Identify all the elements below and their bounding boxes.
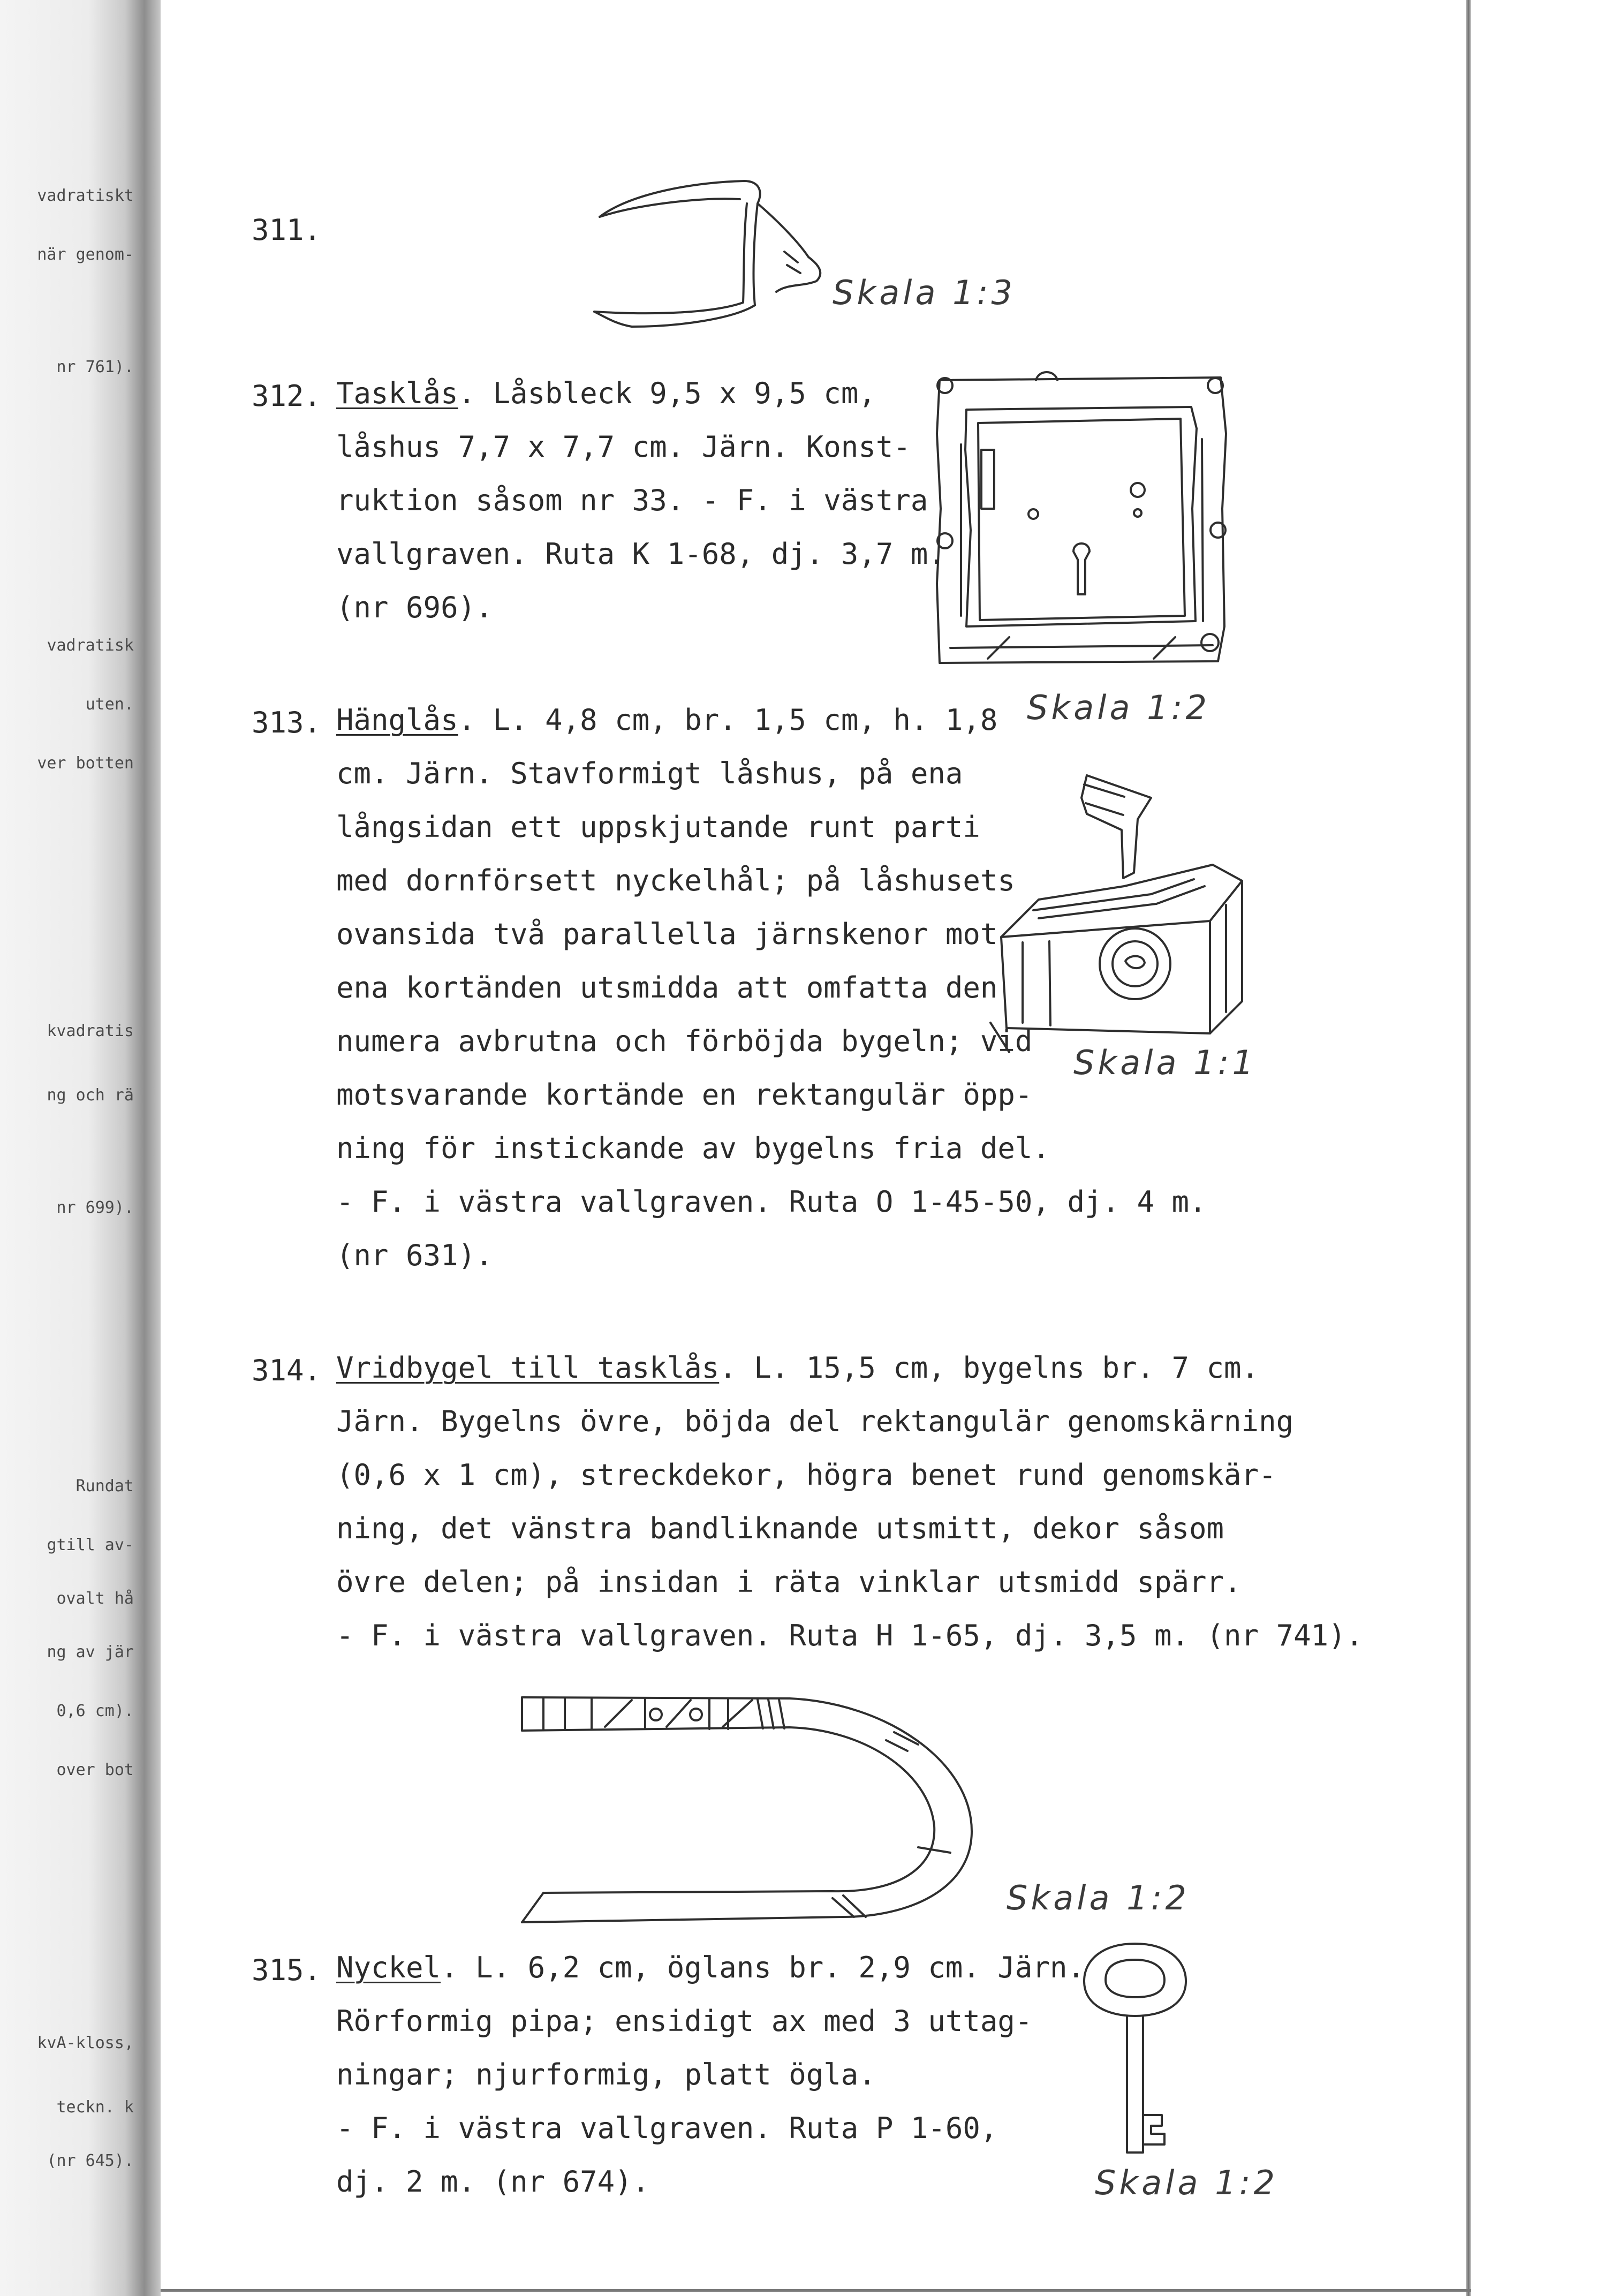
entry-heading-313 xyxy=(336,703,998,737)
entry-line-314: Järn. Bygelns övre, böjda del rektangulär genomskärning xyxy=(336,1404,1294,1438)
entry-line-313: ning för instickande av bygelns fria del. xyxy=(336,1131,1050,1165)
scale-label-314: Skala 1:2 xyxy=(1007,1878,1190,1917)
gutter-text: vadratisk xyxy=(47,636,134,655)
entry-line-314: övre delen; på insidan i räta vinklar utsmidd spärr. xyxy=(336,1565,1242,1599)
entry-title-314: Vridbygel till tasklås xyxy=(336,1351,720,1385)
entry-line-314: (0,6 x 1 cm), streckdekor, högra benet rund genomskär- xyxy=(336,1458,1276,1492)
entry-line-313: långsidan ett uppskjutande runt parti xyxy=(336,810,980,844)
gutter-text: teckn. k xyxy=(56,2098,134,2117)
gutter-text: uten. xyxy=(85,695,134,714)
entry-title-312: Tasklås xyxy=(336,376,458,410)
padlock-drawing xyxy=(990,766,1247,1066)
entry-line-312: ruktion såsom nr 33. - F. i västra xyxy=(336,484,928,517)
scale-label-315: Skala 1:2 xyxy=(1095,2163,1278,2202)
entry-heading-315 xyxy=(336,1953,1085,1982)
entry-title-313: Hänglås xyxy=(336,703,458,737)
entry-number-313: 313. xyxy=(252,706,322,739)
entry-line-313: (nr 631). xyxy=(336,1238,493,1272)
gutter-text: over bot xyxy=(56,1761,134,1779)
scan-gutter xyxy=(0,0,161,2296)
page-bottom-edge xyxy=(161,2289,1471,2292)
entry-heading-text-315: . L. 6,2 cm, öglans br. 2,9 cm. Järn. xyxy=(441,1951,1085,1984)
gutter-text: ovalt hå xyxy=(56,1589,134,1608)
entry-line-312: vallgraven. Ruta K 1-68, dj. 3,7 m. xyxy=(336,537,945,571)
entry-heading-text-312: . Låsbleck 9,5 x 9,5 cm, xyxy=(458,376,876,410)
entry-number-314: 314. xyxy=(252,1354,322,1387)
gutter-text: nr 699). xyxy=(56,1198,134,1217)
entry-line-313: med dornförsett nyckelhål; på låshusets xyxy=(336,864,1015,897)
entry-title-315: Nyckel xyxy=(336,1951,441,1984)
entry-heading-314 xyxy=(336,1351,1259,1385)
entry-number-311: 311. xyxy=(252,213,322,247)
entry-line-314: - F. i västra vallgraven. Ruta H 1-65, dj. 3,5 m. (nr 741). xyxy=(336,1619,1364,1652)
entry-line-315: ningar; njurformig, platt ögla. xyxy=(336,2058,876,2091)
entry-heading-text-314: . L. 15,5 cm, bygelns br. 7 cm. xyxy=(719,1351,1259,1385)
bag-lock-drawing xyxy=(929,369,1234,685)
entry-line-313: numera avbrutna och förböjda bygeln; vid xyxy=(336,1024,1033,1058)
entry-line-313: motsvarande kortände en rektangulär öpp- xyxy=(336,1078,1033,1112)
gutter-text: kvA-kloss, xyxy=(37,2034,134,2052)
gutter-text: 0,6 cm). xyxy=(56,1702,134,1720)
entry-line-313: cm. Järn. Stavformigt låshus, på ena xyxy=(336,757,963,790)
entry-line-315: dj. 2 m. (nr 674). xyxy=(336,2165,650,2199)
gutter-text: Rundat xyxy=(75,1477,134,1496)
entry-heading-312 xyxy=(336,376,876,410)
entry-line-315: - F. i västra vallgraven. Ruta P 1-60, xyxy=(336,2111,998,2145)
entry-line-312: (nr 696). xyxy=(336,591,493,624)
gutter-text: ng av jär xyxy=(47,1643,134,1661)
entry-heading-text-313: . L. 4,8 cm, br. 1,5 cm, h. 1,8 xyxy=(458,703,998,737)
scale-label-311: Skala 1:3 xyxy=(833,273,1016,312)
entry-line-314: ning, det vänstra bandliknande utsmitt, dekor såsom xyxy=(336,1512,1224,1545)
gutter-text: ng och rä xyxy=(47,1086,134,1105)
entry-line-313: - F. i västra vallgraven. Ruta O 1-45-50, dj. 4 m. xyxy=(336,1185,1207,1219)
entry-line-312: låshus 7,7 x 7,7 cm. Järn. Konst- xyxy=(336,430,911,464)
gutter-text: kvadratis xyxy=(47,1022,134,1040)
hook-fragment-drawing xyxy=(573,171,851,343)
gutter-text: gtill av- xyxy=(47,1536,134,1554)
swivel-hasp-drawing xyxy=(511,1681,982,1933)
page-right-edge xyxy=(1466,0,1471,2296)
entry-line-313: ovansida två parallella järnskenor mot xyxy=(336,917,998,951)
entry-number-315: 315. xyxy=(252,1953,322,1987)
gutter-text: (nr 645). xyxy=(47,2151,134,2170)
gutter-text: när genom- xyxy=(37,245,134,264)
gutter-text: vadratiskt xyxy=(37,186,134,205)
entry-line-313: ena kortänden utsmidda att omfatta den xyxy=(336,971,998,1004)
entry-line-315: Rörformig pipa; ensidigt ax med 3 uttag- xyxy=(336,2004,1033,2038)
gutter-text: ver botten xyxy=(37,754,134,773)
gutter-text: nr 761). xyxy=(56,358,134,376)
key-drawing xyxy=(1076,1938,1205,2163)
scale-label-312: Skala 1:2 xyxy=(1027,688,1210,727)
entry-number-312: 312. xyxy=(252,379,322,413)
scale-label-313: Skala 1:1 xyxy=(1073,1043,1257,1082)
